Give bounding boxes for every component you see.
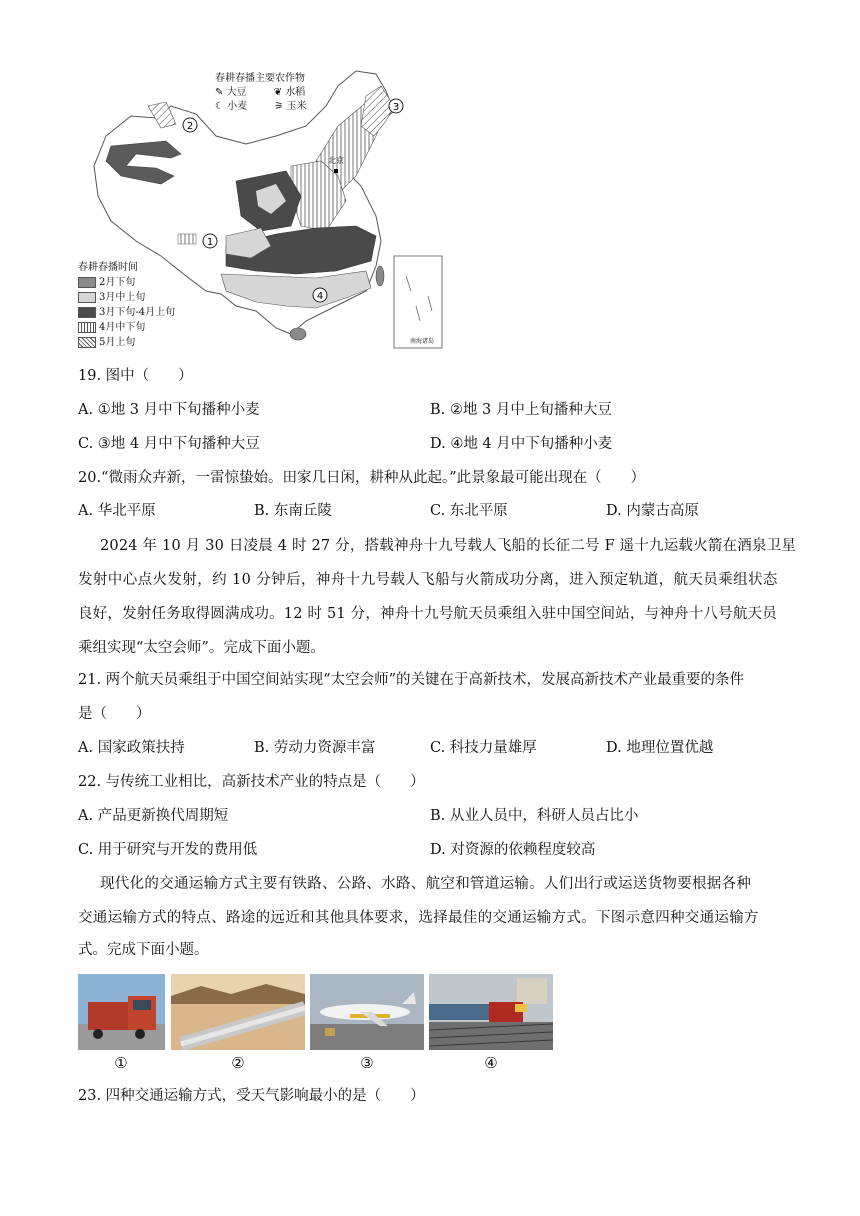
passage2-line1: 现代化的交通运输方式主要有铁路、公路、水路、航空和管道运输。人们出行或运送货物要根据各种: [100, 876, 752, 892]
q22-stem: 22. 与传统工业相比，高新技术产业的特点是（ ）: [78, 774, 425, 790]
taiwan: [376, 266, 384, 286]
crop-wheat: ☾ 小麦: [215, 101, 248, 112]
time-apr: 4月中下旬: [78, 320, 175, 335]
hainan: [290, 328, 306, 340]
q19-option-b[interactable]: B. ②地 3 月中上旬播种大豆: [430, 402, 612, 418]
svg-text:1: 1: [206, 237, 214, 248]
svg-text:4: 4: [316, 291, 324, 302]
time-legend: [78, 260, 175, 350]
q23-stem: 23. 四种交通运输方式，受天气影响最小的是（ ）: [78, 1088, 425, 1104]
crop-legend: [215, 72, 331, 114]
q21-option-c[interactable]: C. 科技力量雄厚: [430, 740, 537, 756]
q22-option-c[interactable]: C. 用于研究与开发的费用低: [78, 842, 258, 858]
q20-option-d[interactable]: D. 内蒙古高原: [606, 503, 699, 519]
map-label-1: [203, 234, 217, 248]
caption-1: ①: [114, 1054, 128, 1072]
q20-option-a[interactable]: A. 华北平原: [78, 503, 156, 519]
caption-3: ③: [360, 1054, 374, 1072]
q21-option-b[interactable]: B. 劳动力资源丰富: [254, 740, 376, 756]
nanhai-inset: [394, 256, 442, 348]
beijing-label: 北京: [328, 156, 344, 165]
map-label-2: [183, 118, 197, 132]
q21-stem-line2: 是（ ）: [78, 706, 151, 722]
caption-4: ④: [484, 1054, 498, 1072]
map-label-4: [313, 288, 327, 302]
q22-option-a[interactable]: A. 产品更新换代周期短: [78, 808, 229, 824]
passage1-line4: 乘组实现“太空会师”。完成下面小题。: [78, 640, 325, 656]
crop-rice: ❦ 水稻: [273, 87, 306, 98]
crop-corn: ⚞ 玉米: [274, 101, 307, 112]
q20-stem: 20.“微雨众卉新，一雷惊蛰始。田家几日闲，耕种从此起。”此景象最可能出现在（ ）: [78, 470, 646, 486]
q19-option-c[interactable]: C. ③地 4 月中下旬播种大豆: [78, 436, 260, 452]
photo-train: [429, 974, 553, 1050]
q21-option-a[interactable]: A. 国家政策扶持: [78, 740, 185, 756]
photo-pipeline: [171, 974, 305, 1050]
q22-option-b[interactable]: B. 从业人员中，科研人员占比小: [430, 808, 639, 824]
time-mar-late: 3月下旬-4月上旬: [78, 305, 175, 320]
passage2-line2: 交通运输方式的特点、路途的远近和其他具体要求，选择最佳的交通运输方式。下图示意四种交通运输方: [78, 910, 759, 926]
q20-option-c[interactable]: C. 东北平原: [430, 503, 508, 519]
photo-truck: [78, 974, 165, 1050]
svg-text:3: 3: [392, 102, 400, 113]
q21-option-d[interactable]: D. 地理位置优越: [606, 740, 714, 756]
crop-legend-title: 春耕春播主要农作物: [215, 73, 305, 84]
passage1-line3: 良好，发射任务取得圆满成功。12 时 51 分，神舟十九号航天员乘组入驻中国空间站，与神舟十八号航天员: [78, 606, 777, 622]
passage2-line3: 式。完成下面小题。: [78, 942, 209, 958]
q21-stem-line1: 21. 两个航天员乘组于中国空间站实现“太空会师”的关键在于高新技术，发展高新技术产业最重要的条件: [78, 672, 744, 688]
region-apr-tibet: [178, 234, 196, 244]
q19-option-a[interactable]: A. ①地 3 月中下旬播种小麦: [78, 402, 260, 418]
photo-airplane: [310, 974, 424, 1050]
passage1-line2: 发射中心点火发射，约 10 分钟后，神舟十九号载人飞船与火箭成功分离，进入预定轨道，航天员乘组状态: [78, 572, 778, 588]
passage1-line1: 2024 年 10 月 30 日凌晨 4 时 27 分，搭载神舟十九号载人飞船的长征二号 F 遥十九运载火箭在酒泉卫星: [100, 538, 797, 554]
crop-soybean: ✎ 大豆: [215, 87, 247, 98]
time-may: 5月上旬: [78, 335, 175, 350]
q22-option-d[interactable]: D. 对资源的依赖程度较高: [430, 842, 596, 858]
caption-2: ②: [231, 1054, 245, 1072]
q19-option-d[interactable]: D. ④地 4 月中下旬播种小麦: [430, 436, 613, 452]
time-legend-title: 春耕春播时间: [78, 262, 138, 273]
time-feb: 2月下旬: [78, 275, 175, 290]
q20-option-b[interactable]: B. 东南丘陵: [254, 503, 332, 519]
map-label-3: [389, 99, 403, 113]
q19-stem: 19. 图中（ ）: [78, 368, 193, 384]
nanhai-label: 南海诸岛: [410, 338, 435, 345]
time-mar-early: 3月中上旬: [78, 290, 175, 305]
svg-text:2: 2: [186, 121, 194, 132]
